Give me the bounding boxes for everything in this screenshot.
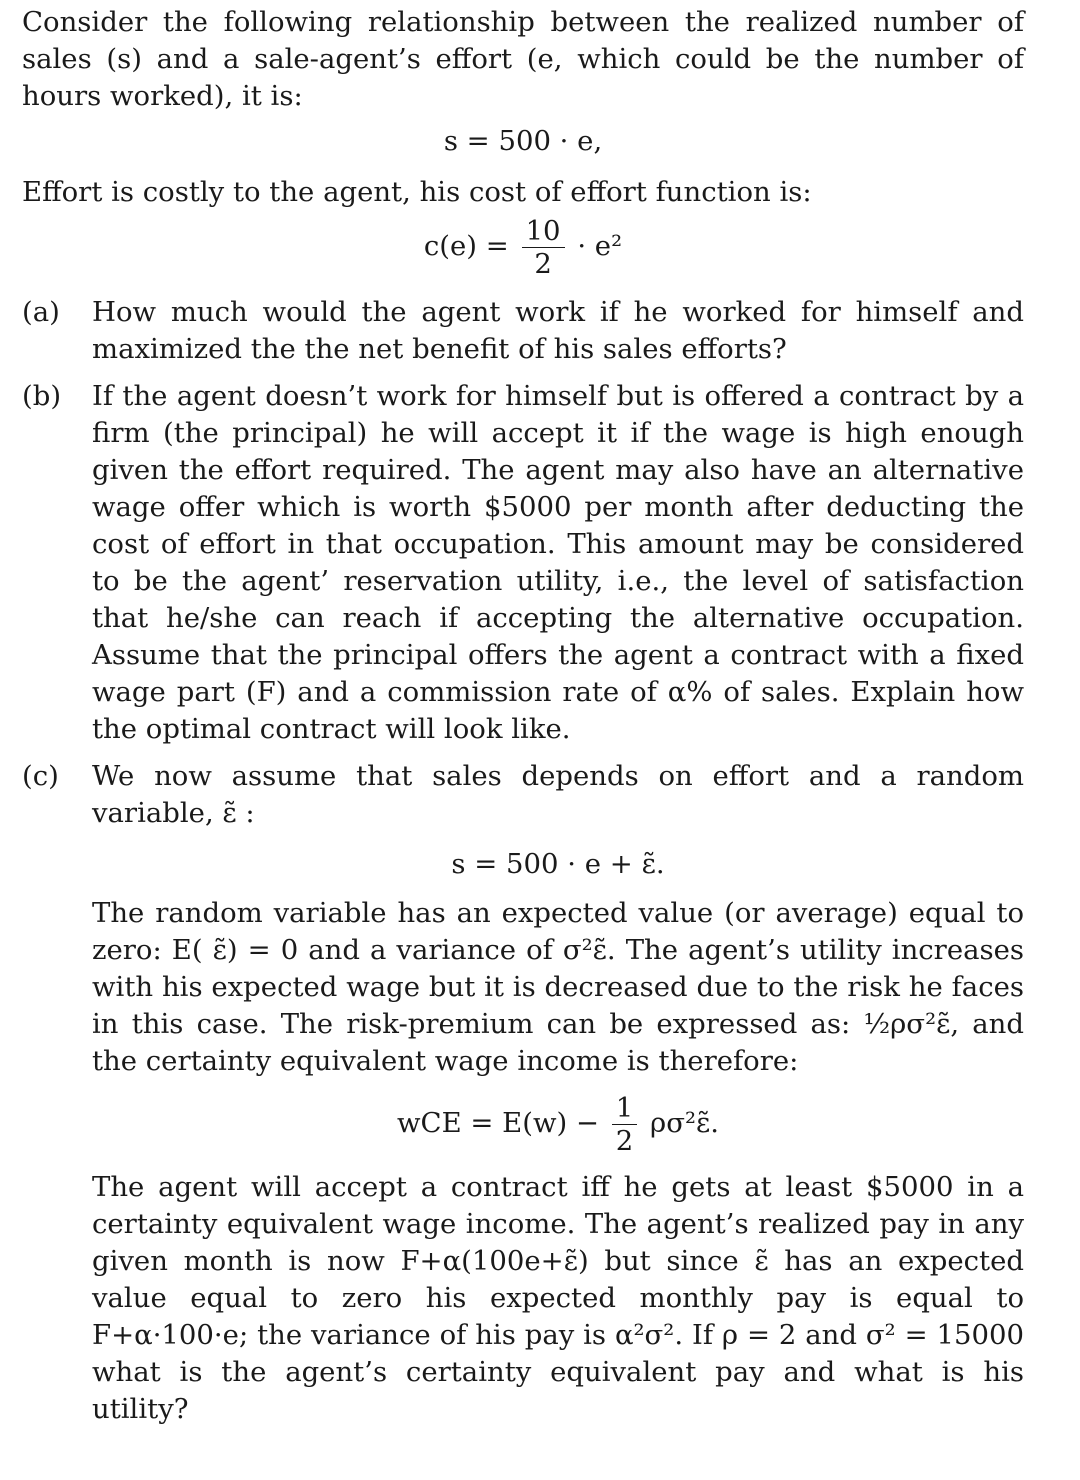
part-c xyxy=(22,758,1024,1428)
part-c-text2: The random variable has an expected value (or average) equal to zero: E( ε̃) = 0 and a variance of σ²ε̃. The agent’s utility increases with his expected wage but it is decreased due to the risk he faces in this case. The risk-premium can be expressed as: ½ρσ²ε̃, and the certainty equivalent wage income is therefore: xyxy=(92,897,1024,1077)
wce-lhs: wCE = E(w) − xyxy=(397,1107,600,1139)
cost-paragraph: Effort is costly to the agent, his cost of effort function is: xyxy=(22,176,812,208)
cost-equation xyxy=(22,215,1024,280)
part-b xyxy=(22,378,1024,748)
part-c-text: We now assume that sales depends on effort and a random variable, ε̃ : xyxy=(92,760,1024,829)
wce-rhs: ρσ²ε̃. xyxy=(650,1107,719,1139)
sales-random-equation: s = 500 · e + ε̃. xyxy=(451,848,665,880)
wce-frac-num: 1 xyxy=(612,1092,638,1125)
part-b-text: If the agent doesn’t work for himself but is offered a contract by a firm (the principal) he will accept it if the wage is high enough given the effort required. The agent may also have an alternative wage offer which is worth $5000 per month after deducting the cost of effort in that occupation. This amount may be considered to be the agent’ reservation utility, i.e., the level of satisfaction that he/she can reach if accepting the alternative occupation. Assume that the principal offers the agent a contract with a fixed wage part (F) and a commission rate of α% of sales. Explain how the optimal contract will look like. xyxy=(92,380,1024,745)
problem-page xyxy=(22,4,1024,1436)
cost-rhs: · e² xyxy=(577,230,623,262)
cost-frac-den: 2 xyxy=(534,248,552,280)
part-a-text: How much would the agent work if he worked for himself and maximized the the net benefit of his sales efforts? xyxy=(92,296,1024,365)
part-a-label: (a) xyxy=(22,296,60,328)
wce-equation xyxy=(92,1092,1024,1157)
cost-fraction xyxy=(522,215,565,280)
intro-paragraph: Consider the following relationship between the realized number of sales (s) and a sale-agent’s effort (e, which could be the number of hours worked), it is: xyxy=(22,6,1024,112)
sales-equation: s = 500 · e, xyxy=(443,125,603,157)
wce-frac-den: 2 xyxy=(615,1125,634,1157)
cost-lhs: c(e) = xyxy=(423,230,509,262)
part-a xyxy=(22,294,1024,368)
part-b-label: (b) xyxy=(22,380,62,412)
wce-fraction xyxy=(612,1092,638,1157)
part-c-label: (c) xyxy=(22,760,59,792)
cost-frac-num: 10 xyxy=(522,215,565,248)
part-c-text3: The agent will accept a contract iff he gets at least $5000 in a certainty equivalent wage income. The agent’s realized pay in any given month is now F+α(100e+ε̃) but since ε̃ has an expected value equal to zero his expected monthly pay is equal to F+α·100·e; the variance of his pay is α²σ². If ρ = 2 and σ² = 15000 what is the agent’s certainty equivalent pay and what is his utility? xyxy=(92,1171,1024,1425)
